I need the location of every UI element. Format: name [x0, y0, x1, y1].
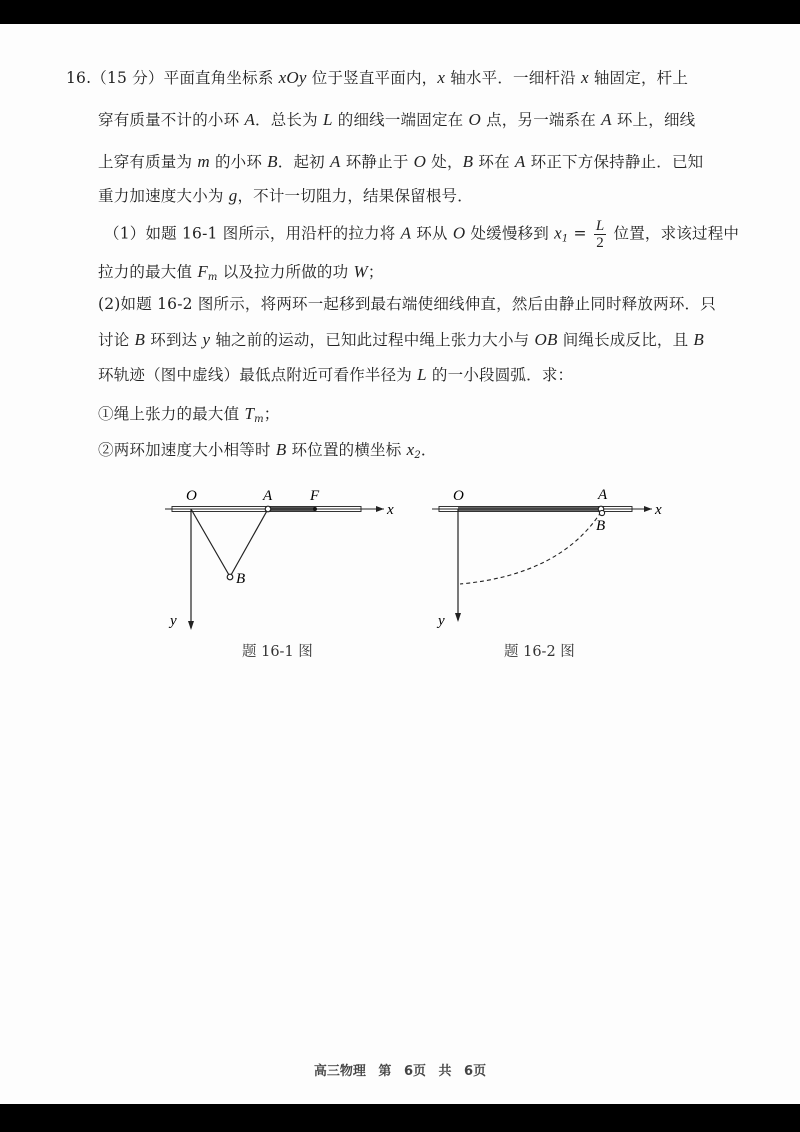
- sub1-text-a: ①绳上张力的最大值: [98, 405, 245, 423]
- part2-sub2: [98, 440, 437, 466]
- fraction-L-over-2: [594, 218, 607, 251]
- part2-line-3-text: 环轨迹（图中虚线）最低点附近可看作半径为 L 的一小段圆弧．求：: [98, 365, 574, 384]
- string-OB: [191, 509, 229, 575]
- label-O: O: [186, 488, 197, 504]
- x-axis-arrow-icon: [644, 506, 652, 512]
- math-var: A: [514, 152, 526, 171]
- figure-16-1-caption: 题 16-1 图: [242, 644, 313, 660]
- math-var: B: [693, 330, 705, 349]
- label-B: B: [236, 571, 246, 587]
- part1-line2-text-c: ；: [367, 263, 384, 281]
- figure-16-1: [150, 480, 410, 640]
- var-x2-sub: 2: [414, 450, 421, 461]
- part1-line-2: [98, 262, 384, 288]
- var-Tm-sub: m: [254, 414, 264, 425]
- ring-A: [265, 506, 271, 512]
- var-x1: x: [554, 223, 562, 243]
- math-var: x: [580, 68, 589, 87]
- bottom-black-bar: [0, 1104, 800, 1132]
- var-B: B: [275, 440, 287, 459]
- math-var: L: [417, 365, 427, 384]
- force-point-F: [313, 507, 317, 511]
- label-y: y: [438, 613, 445, 629]
- part2-line-1: [98, 294, 716, 314]
- trajectory-dashed-curve: [460, 512, 601, 584]
- math-var: O: [468, 110, 481, 129]
- var-x2: x: [406, 440, 415, 459]
- sub2-text-b: 环位置的横坐标: [286, 441, 407, 459]
- y-axis-arrow-icon: [188, 621, 194, 630]
- var-Fm: F: [197, 262, 208, 281]
- ring-B: [599, 510, 604, 515]
- intro-line-1: 平面直角坐标系 xOy 位于竖直平面内，x 轴水平．一细杆沿 x 轴固定，杆上: [163, 68, 689, 87]
- label-A: A: [263, 488, 273, 504]
- fraction-numerator: L: [595, 218, 605, 234]
- intro-line-2-text: 穿有质量不计的小环 A．总长为 L 的细线一端固定在 O 点，另一端系在 A 环上，细线: [98, 110, 696, 129]
- footer-subject: 高三物理: [313, 1064, 366, 1079]
- math-var: O: [413, 152, 427, 171]
- math-var: g: [228, 186, 238, 205]
- math-var: A: [601, 110, 612, 129]
- part1-line2-text-b: 以及拉力所做的功: [217, 263, 354, 281]
- var-W: W: [353, 262, 368, 281]
- var-Tm: T: [244, 404, 255, 423]
- part1-text-c: 处缓慢移到: [465, 224, 555, 243]
- ring-B: [227, 574, 233, 580]
- math-var: xOy: [278, 68, 307, 87]
- label-B: B: [596, 518, 606, 534]
- label-y: y: [170, 613, 177, 629]
- part1-line2-text-a: 拉力的最大值: [98, 263, 198, 281]
- footer-page-number: 第 6页: [378, 1064, 426, 1079]
- label-x: x: [387, 502, 394, 518]
- page-footer: [0, 1060, 800, 1079]
- intro-line-4-text: 重力加速度大小为 g，不计一切阻力，结果保留根号．: [98, 186, 473, 205]
- top-black-bar: [0, 0, 800, 24]
- x-axis-arrow-icon: [376, 506, 384, 512]
- math-var: m: [197, 152, 210, 171]
- var-A: A: [400, 223, 412, 243]
- math-var: A: [244, 110, 256, 129]
- question-points: （15 分）: [91, 69, 164, 87]
- math-var: B: [462, 152, 474, 171]
- part2-line-2-text: 讨论 B 环到达 y 轴之前的运动，已知此过程中绳上张力大小与 OB 间绳长成反比，且 B: [98, 330, 705, 349]
- sub2-text-c: ．: [420, 441, 437, 459]
- label-O: O: [453, 488, 464, 504]
- label-x: x: [655, 502, 662, 518]
- var-x1-sub: 1: [561, 233, 569, 245]
- part2-line-1-text: (2)如题 16-2 图所示，将两环一起移到最右端使细线伸直，然后由静止同时释放两环．只: [98, 295, 716, 313]
- part2-line-2: [98, 330, 704, 350]
- intro-line-4: [98, 186, 473, 206]
- math-var: y: [202, 330, 211, 349]
- math-var: x: [437, 68, 446, 87]
- math-var: A: [330, 152, 341, 171]
- var-O: O: [452, 223, 466, 243]
- question-number: [66, 68, 688, 88]
- math-var: B: [267, 152, 278, 171]
- part1-text-d: 位置，求该过程中: [608, 224, 740, 243]
- sub1-text-b: ；: [263, 405, 280, 423]
- part1-text-a: （1）如题 16-1 图所示，用沿杆的拉力将: [104, 224, 401, 243]
- label-F: F: [310, 488, 320, 504]
- string-AB: [231, 509, 268, 575]
- equals-sign: =: [568, 224, 592, 243]
- question-number-label: 16.: [66, 69, 92, 87]
- figure-16-2: [420, 480, 680, 640]
- math-var: OB: [534, 330, 558, 349]
- footer-total-pages: 共 6页: [438, 1064, 487, 1079]
- intro-line-3-text: 上穿有质量为 m 的小环 B．起初 A 环静止于 O 处，B 环在 A 环正下方保持静止．已知: [98, 152, 704, 171]
- math-var: B: [134, 330, 146, 349]
- figure-16-2-caption: 题 16-2 图: [504, 644, 575, 660]
- part2-line-3: [98, 365, 573, 385]
- fraction-denominator: 2: [596, 235, 604, 251]
- y-axis-arrow-icon: [455, 613, 461, 622]
- math-var: L: [322, 110, 333, 129]
- part1-line-1: [104, 218, 739, 254]
- intro-line-3: [98, 152, 703, 172]
- part1-text-b: 环从: [411, 224, 453, 243]
- label-A: A: [598, 487, 608, 503]
- sub2-text-a: ②两环加速度大小相等时: [98, 441, 276, 459]
- part2-sub1: [98, 404, 279, 430]
- var-Fm-sub: m: [207, 272, 218, 283]
- intro-line-2: [98, 110, 695, 130]
